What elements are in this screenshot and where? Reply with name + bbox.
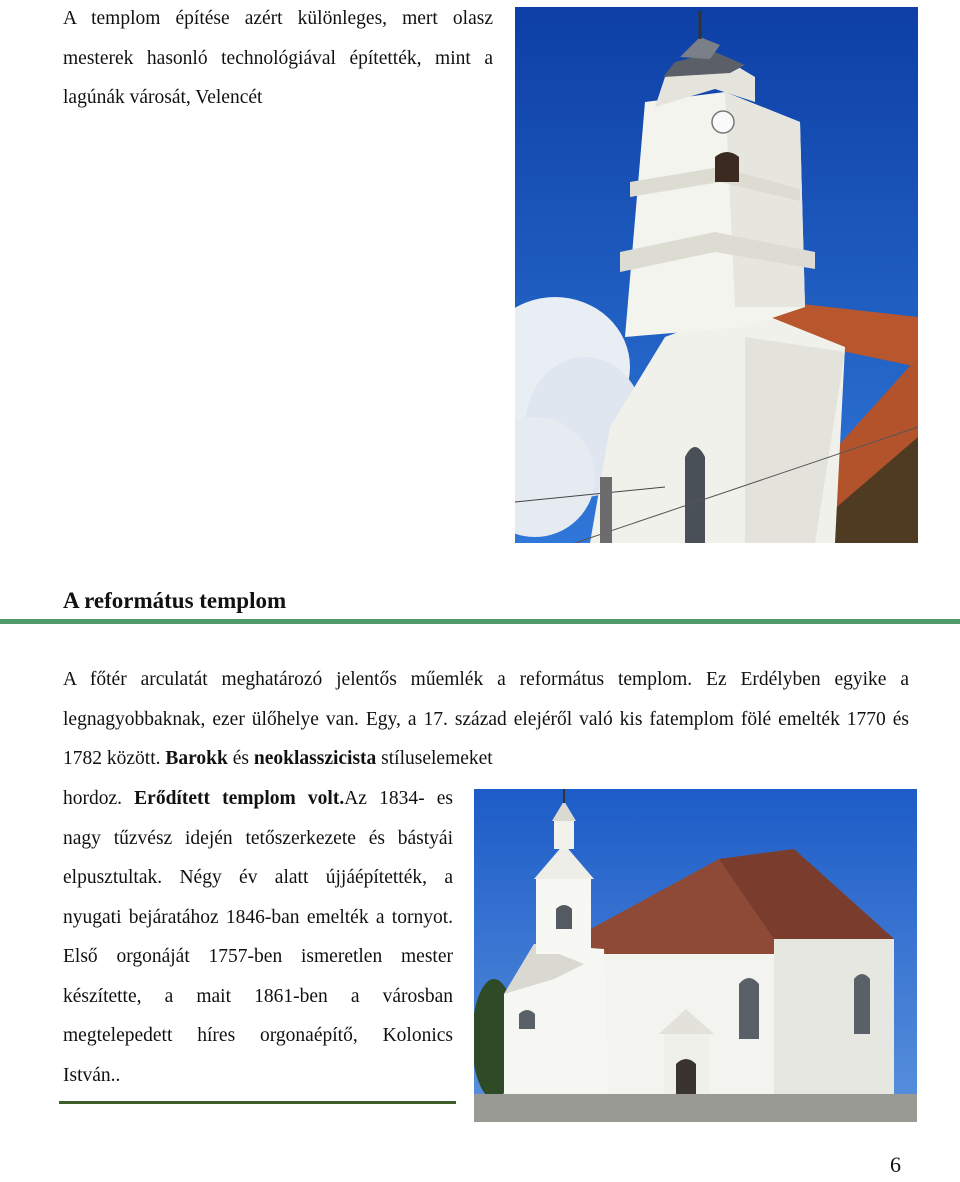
church-photo [474, 789, 917, 1122]
bold-erodidett: Erődített templom volt. [134, 788, 345, 809]
page-number: 6 [890, 1152, 901, 1177]
para1-end: stíluselemeket [376, 748, 493, 769]
line-hordoz: hordoz. [63, 788, 135, 809]
intro-paragraph: A templom építése azért különleges, mert olasz mesterek hasonló technológiával építették, mint a lagúnák városát, Velencét [63, 8, 493, 108]
side-paragraph [63, 779, 453, 1095]
after-bold: Az 1834- [344, 788, 425, 809]
bold-barokk: Barokk [165, 748, 228, 769]
section-title: A református templom [63, 588, 287, 613]
para1-text: A főtér arculatát meghatározó jelentős műemlék a református templom. Ez Erdélyben egyike a legnagyobbaknak, ezer ülőhelye van. Egy, a 17. század elejéről való kis fatemplom fölé emelték 1770 és 1782 között. [63, 669, 909, 769]
para2-text: es nagy tűzvész idején tetőszerkezete és bástyái elpusztultak. Négy év alatt újjáépítették, a nyugati bejáratához 1846-ban emelték a tornyot. Első orgonáját 1757-ben ismeretlen mester készítette, a mait 1861-ben a városban megtelepedett híres orgonaépítő, Kolonics István.. [63, 788, 454, 1086]
paragraph-divider [59, 1101, 456, 1104]
heading-divider [0, 619, 960, 624]
main-paragraph [63, 660, 909, 779]
para1-and: és [227, 748, 254, 769]
church-tower-photo [515, 7, 918, 543]
bold-neoklasszicista: neoklasszicista [253, 748, 377, 769]
